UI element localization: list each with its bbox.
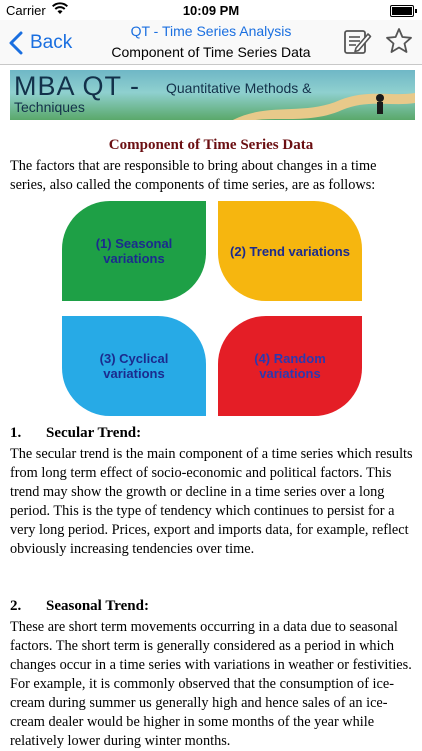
nav-subtitle: Component of Time Series Data bbox=[111, 44, 311, 60]
article-heading: Component of Time Series Data bbox=[108, 137, 314, 153]
carrier-label: Carrier bbox=[6, 3, 46, 18]
component-random-tile: (4) Random variations bbox=[218, 316, 362, 416]
star-icon[interactable] bbox=[384, 26, 414, 56]
chevron-left-icon bbox=[8, 31, 24, 55]
component-trend-tile: (2) Trend variations bbox=[218, 201, 362, 301]
status-bar bbox=[0, 0, 422, 20]
navigation-bar bbox=[0, 20, 422, 65]
component-cyclical-tile: (3) Cyclical variations bbox=[62, 316, 206, 416]
section-number: 1. bbox=[10, 425, 22, 441]
banner-subtitle-continued: Techniques bbox=[14, 99, 85, 115]
section-body-secular-trend: The secular trend is the main component of a time series which results from long term effect of socio-economic and political factors. This trend may show the growth or decline in a time series over a long period. This is the type of tendency which continues to persist for a very long period. Prices, export and imports data, for example, reflect obviously increasing tendencies over time. bbox=[10, 446, 413, 557]
section-body-seasonal-trend: These are short term movements occurring in a data due to seasonal factors. The short term is generally considered as a period in which changes occur in a time series with variations in weather or festivities. For example, it is commonly observed that the consumption of ice-cream during summer us generally high and hence sales of an ice-cream dealer would be higher in some months of the year while relatively lower during winter months. bbox=[10, 619, 412, 749]
section-title: Secular Trend: bbox=[46, 425, 142, 441]
banner-title: MBA QT - bbox=[14, 71, 141, 101]
notes-edit-icon[interactable] bbox=[342, 26, 372, 56]
battery-icon bbox=[390, 5, 414, 17]
course-banner bbox=[10, 70, 415, 120]
back-button[interactable] bbox=[8, 28, 72, 58]
intro-paragraph: The factors that are responsible to bring about changes in a time series, also called the components of time series, are as follows: bbox=[10, 158, 377, 193]
banner-subtitle: Quantitative Methods & bbox=[166, 80, 312, 96]
back-label: Back bbox=[30, 32, 73, 53]
section-title: Seasonal Trend: bbox=[46, 598, 149, 614]
section-number: 2. bbox=[10, 598, 22, 614]
nav-title: QT - Time Series Analysis bbox=[130, 23, 292, 39]
section-heading-secular-trend bbox=[10, 425, 141, 442]
clock: 10:09 PM bbox=[182, 3, 240, 18]
component-seasonal-tile: (1) Seasonal variations bbox=[62, 201, 206, 301]
section-heading-seasonal-trend bbox=[10, 598, 149, 615]
